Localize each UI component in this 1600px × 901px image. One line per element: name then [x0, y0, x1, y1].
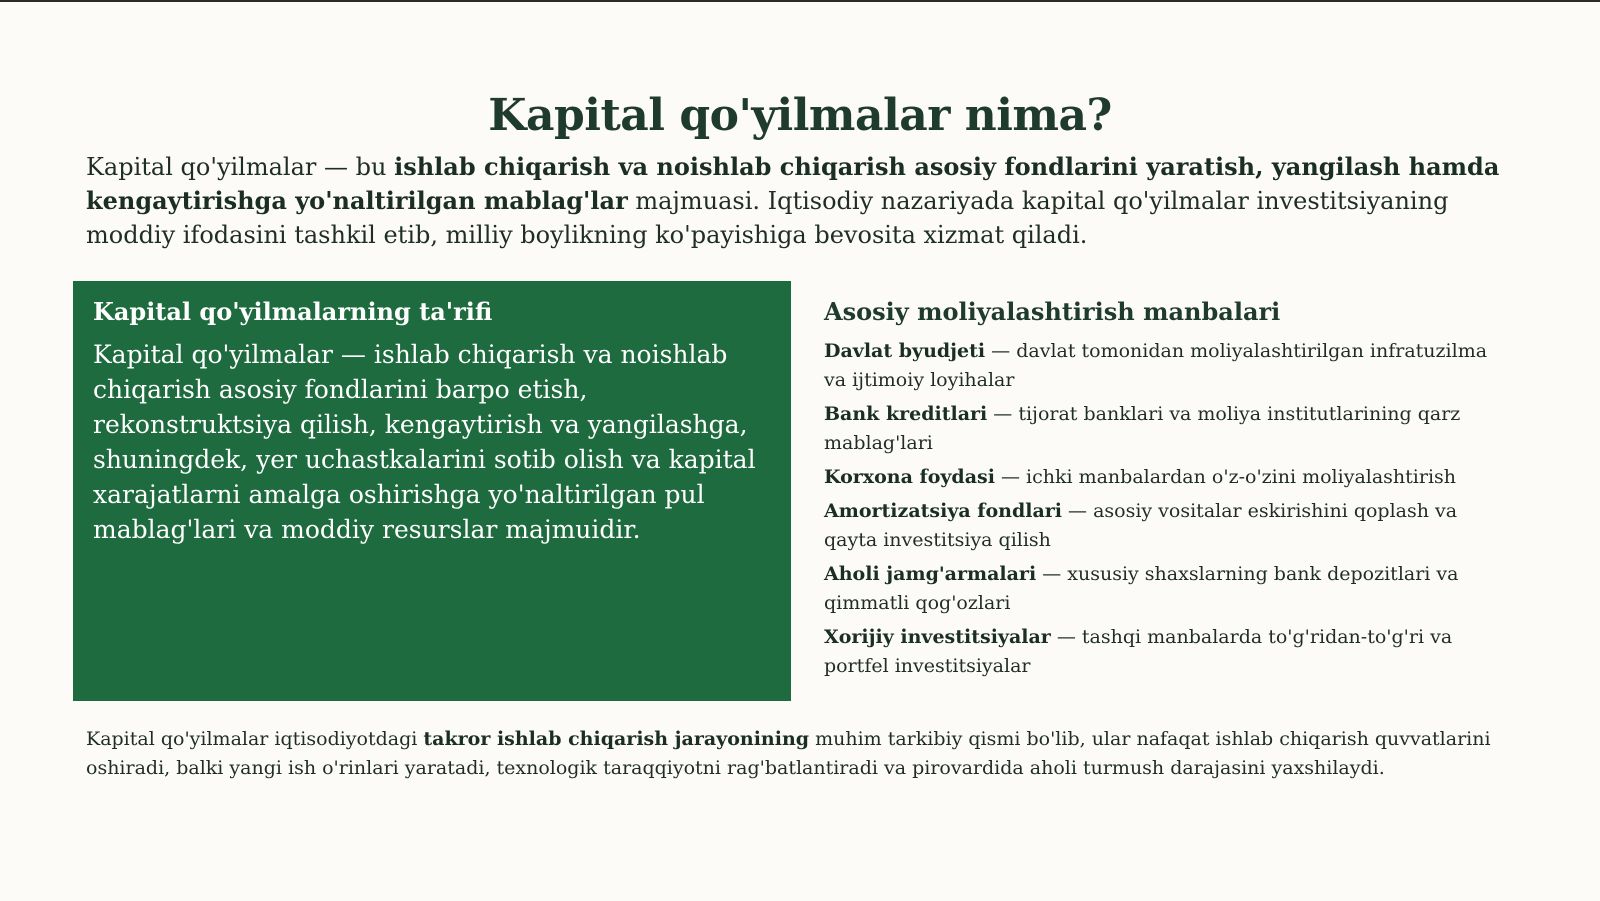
source-name: Amortizatsiya fondlari — [824, 500, 1062, 522]
top-divider — [0, 0, 1600, 2]
page-title: Kapital qo'yilmalar nima? — [488, 90, 1112, 141]
definition-card — [73, 281, 791, 701]
intro-paragraph — [86, 150, 1526, 252]
source-name: Bank kreditlari — [824, 403, 988, 425]
conclusion-text-end: muhim tarkibiy qismi bo'lib, ular nafaqat ishlab chiqarish quvvatlarini oshiradi, balki yangi ish o'rinlari yaratadi, texnologik taraqqiyotni rag'batlantiradi va pirovardida aholi turmush darajasini yaxshilaydi. — [86, 728, 1491, 779]
definition-title: Kapital qo'yilmalarning ta'rifi — [93, 297, 493, 326]
intro-text-end: majmuasi. Iqtisodiy nazariyada kapital qo'yilmalar investitsiyaning moddiy ifodasini tashkil etib, milliy boylikning ko'payishiga bevosita xizmat qiladi. — [86, 187, 1449, 249]
conclusion-paragraph — [86, 725, 1546, 783]
source-description: — ichki manbalardan o'z-o'zini moliyalashtirish — [994, 466, 1457, 488]
list-item — [824, 623, 1514, 681]
funding-sources-title: Asosiy moliyalashtirish manbalari — [824, 297, 1281, 326]
source-description: — tijorat banklari va moliya institutlarining qarz mablag'lari — [824, 403, 1461, 454]
intro-text-start: Kapital qo'yilmalar — bu — [86, 153, 395, 181]
source-description: — xususiy shaxslarning bank depozitlari va qimmatli qog'ozlari — [824, 563, 1459, 614]
list-item — [824, 337, 1514, 395]
source-name: Aholi jamg'armalari — [824, 563, 1037, 585]
list-item — [824, 463, 1514, 492]
source-description: — tashqi manbalarda to'g'ridan-to'g'ri va portfel investitsiyalar — [824, 626, 1453, 677]
source-description: — asosiy vositalar eskirishini qoplash va qayta investitsiya qilish — [824, 500, 1458, 551]
conclusion-text-bold: takror ishlab chiqarish jarayonining — [423, 728, 810, 750]
source-name: Korxona foydasi — [824, 466, 995, 488]
conclusion-text-start: Kapital qo'yilmalar iqtisodiyotdagi — [86, 728, 424, 750]
source-name: Xorijiy investitsiyalar — [824, 626, 1051, 648]
list-item — [824, 400, 1514, 458]
source-name: Davlat byudjeti — [824, 340, 986, 362]
list-item — [824, 560, 1514, 618]
list-item — [824, 497, 1514, 555]
funding-sources — [824, 295, 1514, 686]
definition-text: Kapital qo'yilmalar — ishlab chiqarish va noishlab chiqarish asosiy fondlarini barpo etish, rekonstruktsiya qilish, kengaytirish va yangilashga, shuningdek, yer uchastkalarini sotib olish va kapital xarajatlarni amalga oshirishga yo'naltirilgan pul mablag'lari va moddiy resurslar majmuidir. — [93, 340, 756, 544]
funding-sources-list — [824, 337, 1514, 681]
intro-text-bold: ishlab chiqarish va noishlab chiqarish asosiy fondlarini yaratish, yangilash hamda kengaytirishga yo'naltirilgan mablag'lar — [86, 152, 1500, 215]
source-description: — davlat tomonidan moliyalashtirilgan infratuzilma va ijtimoiy loyihalar — [824, 340, 1488, 391]
